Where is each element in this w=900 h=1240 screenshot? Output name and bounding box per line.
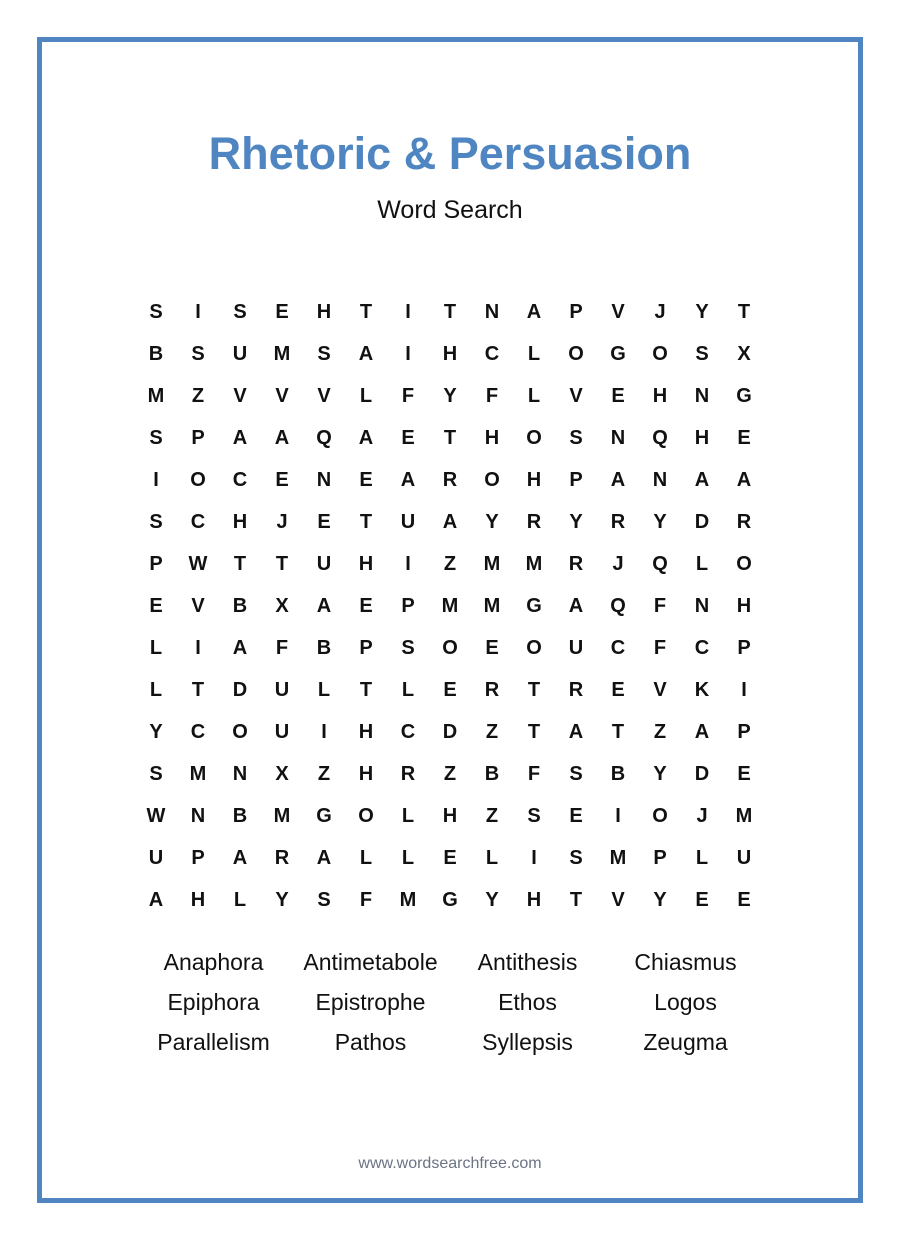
grid-cell: R [568, 678, 584, 701]
grid-cell: L [149, 678, 163, 701]
grid-cell: X [275, 594, 289, 617]
grid-cell: M [441, 594, 459, 617]
letter-grid [135, 291, 765, 921]
grid-cell: C [190, 510, 206, 533]
page-title: Rhetoric & Persuasion [208, 128, 692, 179]
grid-cell: U [316, 552, 332, 575]
grid-cell: E [485, 636, 499, 659]
grid-cell: L [401, 804, 415, 827]
grid-cell: T [191, 678, 205, 701]
grid-cell: Y [275, 888, 289, 911]
grid-cell: I [741, 678, 747, 701]
grid-cell: M [609, 846, 627, 869]
grid-cell: O [526, 426, 542, 449]
grid-cell: E [149, 594, 163, 617]
grid-cell: A [694, 720, 710, 743]
grid-cell: A [274, 426, 290, 449]
grid-cell: T [527, 720, 541, 743]
grid-cell: O [736, 552, 752, 575]
grid-cell: A [442, 510, 458, 533]
grid-cell: U [148, 846, 164, 869]
grid-cell: A [358, 426, 374, 449]
grid-cell: U [232, 342, 248, 365]
grid-cell: D [442, 720, 458, 743]
grid-cell: E [695, 888, 709, 911]
grid-cell: O [568, 342, 584, 365]
grid-cell: S [569, 762, 583, 785]
grid-cell: H [358, 552, 374, 575]
grid-cell: J [612, 552, 624, 575]
grid-cell: T [737, 300, 751, 323]
grid-cell: Q [610, 594, 626, 617]
word-list-item: Antimetabole [303, 948, 438, 975]
grid-cell: L [695, 846, 709, 869]
grid-cell: F [653, 594, 667, 617]
word-list-item: Ethos [498, 988, 557, 1015]
grid-cell: F [485, 384, 499, 407]
grid-cell: H [694, 426, 710, 449]
grid-cell: E [401, 426, 415, 449]
grid-cell: L [695, 552, 709, 575]
grid-cell: F [527, 762, 541, 785]
grid-cell: N [694, 384, 710, 407]
grid-cell: M [483, 594, 501, 617]
grid-cell: S [149, 300, 163, 323]
grid-cell: A [316, 846, 332, 869]
grid-cell: I [405, 552, 411, 575]
grid-cell: C [190, 720, 206, 743]
grid-cell: M [735, 804, 753, 827]
grid-cell: P [401, 594, 415, 617]
grid-cell: Q [652, 552, 668, 575]
grid-cell: N [190, 804, 206, 827]
word-list-item: Anaphora [163, 948, 264, 975]
grid-cell: O [652, 804, 668, 827]
grid-cell: Z [443, 762, 457, 785]
grid-cell: I [195, 636, 201, 659]
grid-cell: Z [485, 804, 499, 827]
grid-cell: N [484, 300, 500, 323]
grid-cell: T [443, 426, 457, 449]
grid-cell: Y [485, 510, 499, 533]
grid-cell: A [232, 426, 248, 449]
grid-cell: A [400, 468, 416, 491]
grid-cell: B [484, 762, 500, 785]
grid-cell: R [484, 678, 500, 701]
grid-cell: M [273, 804, 291, 827]
grid-cell: Q [316, 426, 332, 449]
grid-cell: S [527, 804, 541, 827]
grid-cell: I [531, 846, 537, 869]
grid-cell: A [232, 846, 248, 869]
word-list-item: Logos [654, 988, 717, 1015]
grid-cell: M [525, 552, 543, 575]
grid-cell: Y [149, 720, 163, 743]
grid-cell: H [190, 888, 206, 911]
grid-cell: P [737, 636, 751, 659]
grid-cell: A [694, 468, 710, 491]
grid-cell: E [317, 510, 331, 533]
grid-cell: V [653, 678, 667, 701]
grid-cell: E [359, 468, 373, 491]
grid-cell: L [233, 888, 247, 911]
grid-cell: M [483, 552, 501, 575]
word-list-item: Antithesis [477, 948, 578, 975]
grid-cell: H [652, 384, 668, 407]
grid-cell: H [526, 888, 542, 911]
grid-cell: N [316, 468, 332, 491]
grid-cell: C [232, 468, 248, 491]
grid-cell: L [485, 846, 499, 869]
grid-cell: H [526, 468, 542, 491]
grid-cell: H [358, 762, 374, 785]
grid-cell: M [273, 342, 291, 365]
grid-cell: Y [653, 762, 667, 785]
grid-cell: D [232, 678, 248, 701]
grid-cell: T [569, 888, 583, 911]
page-subtitle: Word Search [377, 196, 523, 224]
grid-cell: V [275, 384, 289, 407]
grid-cell: L [401, 846, 415, 869]
grid-cell: A [610, 468, 626, 491]
word-list-item: Syllepsis [482, 1028, 573, 1055]
grid-cell: E [569, 804, 583, 827]
word-list [135, 942, 765, 1062]
word-list-item: Epistrophe [315, 988, 426, 1015]
grid-cell: V [233, 384, 247, 407]
grid-cell: U [400, 510, 416, 533]
footer-url: www.wordsearchfree.com [358, 1155, 542, 1172]
grid-cell: R [736, 510, 752, 533]
grid-cell: Z [443, 552, 457, 575]
grid-cell: E [611, 384, 625, 407]
grid-cell: A [526, 300, 542, 323]
grid-cell: S [149, 762, 163, 785]
grid-cell: E [275, 468, 289, 491]
grid-cell: T [275, 552, 289, 575]
grid-cell: R [568, 552, 584, 575]
word-list-item: Parallelism [157, 1028, 270, 1055]
grid-cell: Y [485, 888, 499, 911]
grid-cell: E [443, 846, 457, 869]
grid-cell: I [405, 342, 411, 365]
grid-cell: Y [569, 510, 583, 533]
grid-cell: P [191, 426, 205, 449]
grid-cell: G [610, 342, 626, 365]
grid-cell: P [359, 636, 373, 659]
grid-cell: H [442, 342, 458, 365]
word-list-item: Zeugma [643, 1028, 728, 1055]
grid-cell: S [695, 342, 709, 365]
grid-cell: G [316, 804, 332, 827]
grid-cell: L [317, 678, 331, 701]
grid-cell: L [401, 678, 415, 701]
grid-cell: L [149, 636, 163, 659]
grid-cell: O [652, 342, 668, 365]
grid-cell: A [568, 720, 584, 743]
grid-cell: L [527, 384, 541, 407]
grid-cell: E [443, 678, 457, 701]
grid-cell: N [694, 594, 710, 617]
grid-cell: O [526, 636, 542, 659]
grid-cell: R [610, 510, 626, 533]
grid-cell: P [569, 300, 583, 323]
grid-cell: G [526, 594, 542, 617]
grid-cell: V [611, 300, 625, 323]
grid-cell: T [359, 300, 373, 323]
grid-cell: G [736, 384, 752, 407]
grid-cell: W [188, 552, 208, 575]
grid-cell: E [737, 426, 751, 449]
grid-cell: P [653, 846, 667, 869]
grid-cell: V [611, 888, 625, 911]
grid-cell: M [147, 384, 165, 407]
grid-cell: N [232, 762, 248, 785]
grid-cell: S [191, 342, 205, 365]
grid-cell: F [653, 636, 667, 659]
grid-cell: I [321, 720, 327, 743]
grid-cell: B [232, 594, 248, 617]
grid-cell: B [610, 762, 626, 785]
grid-cell: E [737, 888, 751, 911]
grid-cell: A [358, 342, 374, 365]
grid-cell: O [442, 636, 458, 659]
grid-cell: D [694, 510, 710, 533]
grid-cell: Z [191, 384, 205, 407]
grid-cell: L [359, 384, 373, 407]
grid-cell: A [232, 636, 248, 659]
grid-cell: K [694, 678, 710, 701]
grid-cell: Z [317, 762, 331, 785]
grid-cell: J [276, 510, 288, 533]
grid-cell: T [359, 510, 373, 533]
grid-cell: O [232, 720, 248, 743]
word-list-item: Pathos [334, 1028, 407, 1055]
grid-cell: T [443, 300, 457, 323]
grid-cell: X [737, 342, 751, 365]
grid-cell: C [484, 342, 500, 365]
grid-cell: U [568, 636, 584, 659]
grid-cell: T [611, 720, 625, 743]
grid-cell: P [191, 846, 205, 869]
grid-cell: O [484, 468, 500, 491]
grid-cell: F [401, 384, 415, 407]
grid-cell: M [189, 762, 207, 785]
grid-cell: S [317, 342, 331, 365]
grid-cell: H [736, 594, 752, 617]
word-list-item: Epiphora [167, 988, 260, 1015]
grid-cell: O [190, 468, 206, 491]
grid-cell: B [232, 804, 248, 827]
grid-cell: A [736, 468, 752, 491]
grid-cell: P [149, 552, 163, 575]
grid-cell: V [569, 384, 583, 407]
grid-cell: Z [653, 720, 667, 743]
grid-cell: R [526, 510, 542, 533]
grid-cell: C [610, 636, 626, 659]
grid-cell: H [484, 426, 500, 449]
grid-cell: T [527, 678, 541, 701]
grid-cell: B [316, 636, 332, 659]
grid-cell: A [316, 594, 332, 617]
grid-cell: Y [653, 510, 667, 533]
grid-cell: J [696, 804, 708, 827]
grid-cell: S [569, 846, 583, 869]
grid-cell: Z [485, 720, 499, 743]
grid-cell: E [611, 678, 625, 701]
grid-cell: I [405, 300, 411, 323]
grid-cell: V [191, 594, 205, 617]
grid-cell: H [232, 510, 248, 533]
grid-cell: A [148, 888, 164, 911]
grid-cell: F [275, 636, 289, 659]
grid-cell: S [233, 300, 247, 323]
grid-cell: I [615, 804, 621, 827]
grid-cell: Q [652, 426, 668, 449]
grid-cell: N [652, 468, 668, 491]
grid-cell: H [316, 300, 332, 323]
grid-cell: U [274, 678, 290, 701]
grid-cell: M [399, 888, 417, 911]
grid-cell: T [359, 678, 373, 701]
grid-cell: Y [695, 300, 709, 323]
grid-cell: C [400, 720, 416, 743]
grid-cell: V [317, 384, 331, 407]
grid-cell: Y [443, 384, 457, 407]
grid-cell: S [569, 426, 583, 449]
grid-cell: B [148, 342, 164, 365]
grid-cell: U [736, 846, 752, 869]
grid-cell: R [442, 468, 458, 491]
grid-cell: Y [653, 888, 667, 911]
grid-cell: P [737, 720, 751, 743]
grid-cell: E [737, 762, 751, 785]
grid-cell: T [233, 552, 247, 575]
grid-cell: N [610, 426, 626, 449]
grid-cell: H [442, 804, 458, 827]
grid-cell: S [149, 426, 163, 449]
grid-cell: G [442, 888, 458, 911]
grid-cell: S [149, 510, 163, 533]
grid-cell: J [654, 300, 666, 323]
grid-cell: A [568, 594, 584, 617]
grid-cell: R [400, 762, 416, 785]
grid-cell: F [359, 888, 373, 911]
grid-cell: D [694, 762, 710, 785]
grid-cell: I [195, 300, 201, 323]
grid-cell: I [153, 468, 159, 491]
grid-cell: L [359, 846, 373, 869]
grid-cell: U [274, 720, 290, 743]
grid-cell: L [527, 342, 541, 365]
grid-cell: S [401, 636, 415, 659]
grid-cell: O [358, 804, 374, 827]
word-list-item: Chiasmus [634, 948, 737, 975]
grid-cell: C [694, 636, 710, 659]
grid-cell: E [359, 594, 373, 617]
grid-cell: W [146, 804, 166, 827]
grid-cell: H [358, 720, 374, 743]
grid-cell: X [275, 762, 289, 785]
grid-cell: S [317, 888, 331, 911]
grid-cell: R [274, 846, 290, 869]
grid-cell: E [275, 300, 289, 323]
grid-cell: P [569, 468, 583, 491]
